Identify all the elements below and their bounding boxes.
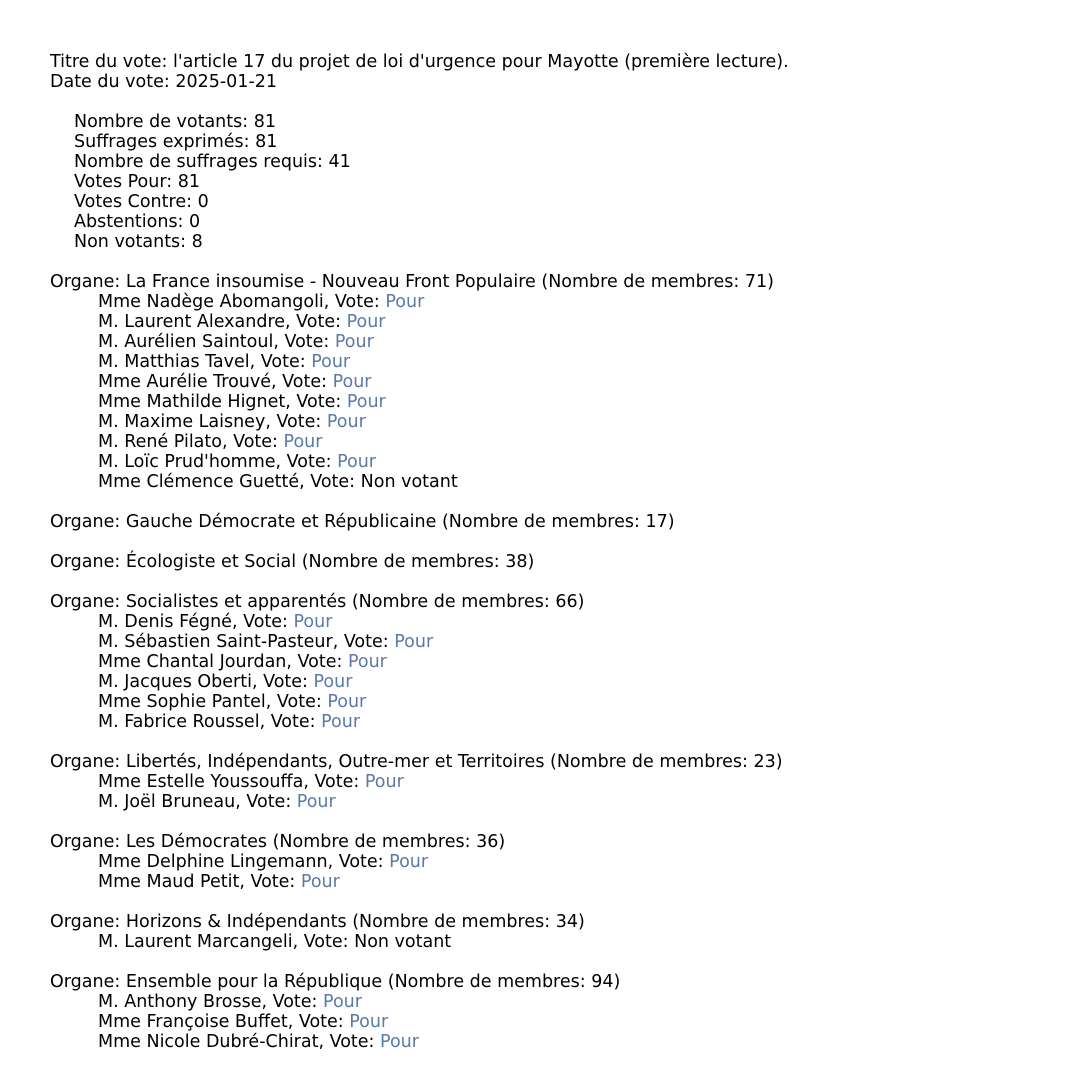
deputy-vote: Pour — [389, 852, 429, 872]
deputy-vote: Pour — [293, 612, 333, 632]
deputy-row: M. Loïc Prud'homme, Vote: Pour — [98, 452, 377, 472]
organe-name: Horizons & Indépendants — [125, 912, 347, 932]
deputy-row: M. Anthony Brosse, Vote: Pour — [98, 992, 362, 1012]
vote-title-line — [50, 52, 1060, 72]
stat-label: Abstentions: — [74, 212, 184, 232]
organe-members-count: 36 — [476, 832, 499, 852]
stat-value: 8 — [191, 232, 203, 252]
vote-stats — [50, 112, 1060, 272]
deputy-vote: Pour — [296, 792, 336, 812]
deputy-vote: Pour — [337, 452, 377, 472]
organe-prefix: Organe: — [50, 512, 121, 532]
deputy-vote: Pour — [332, 372, 372, 392]
deputy-row: Mme Françoise Buffet, Vote: Pour — [98, 1012, 389, 1032]
deputy-vote: Pour — [321, 712, 361, 732]
spacer — [50, 92, 1060, 112]
deputy-name: Mme Chantal Jourdan — [98, 652, 287, 672]
organe-prefix: Organe: — [50, 972, 121, 992]
deputy-name: Mme Nicole Dubré-Chirat — [98, 1032, 319, 1052]
deputy-name: M. Aurélien Saintoul — [98, 332, 274, 352]
deputy-row: Mme Sophie Pantel, Vote: Pour — [98, 692, 367, 712]
organe-header: Organe: Horizons & Indépendants (Nombre de membres: 34) — [50, 912, 585, 932]
spacer — [50, 572, 1060, 592]
deputy-vote: Pour — [323, 992, 362, 1012]
spacer — [50, 732, 1060, 752]
spacer — [50, 532, 1060, 552]
organe-members-count: 66 — [555, 592, 578, 612]
organe-members-count: 23 — [753, 752, 776, 772]
organe-prefix: Organe: — [50, 752, 121, 772]
deputy-vote: Pour — [346, 392, 386, 412]
stat-value: 0 — [189, 212, 201, 232]
vote-date-line — [50, 72, 1060, 92]
deputy-row: Mme Delphine Lingemann, Vote: Pour — [98, 852, 429, 872]
vote-title: l'article 17 du projet de loi d'urgence pour Mayotte (première lecture). — [172, 52, 789, 72]
organe-name: Socialistes et apparentés — [125, 592, 347, 612]
deputy-name: Mme Maud Petit — [98, 872, 240, 892]
deputy-vote: Pour — [334, 332, 374, 352]
vote-date: 2025-01-21 — [175, 72, 278, 92]
deputy-vote: Non votant — [360, 472, 458, 492]
deputy-vote: Pour — [349, 1012, 389, 1032]
spacer — [50, 252, 1060, 272]
deputy-row: Mme Clémence Guetté, Vote: Non votant — [98, 472, 458, 492]
spacer — [50, 952, 1060, 972]
deputy-row: Mme Nicole Dubré-Chirat, Vote: Pour — [98, 1032, 419, 1052]
deputy-row: M. René Pilato, Vote: Pour — [98, 432, 323, 452]
stat-line — [50, 152, 1060, 172]
deputy-row: Mme Estelle Youssouffa, Vote: Pour — [98, 772, 404, 792]
deputy-vote: Pour — [326, 412, 366, 432]
deputy-vote: Pour — [385, 292, 425, 312]
stat-line — [50, 232, 1060, 252]
organe-name: Gauche Démocrate et Républicaine — [125, 512, 437, 532]
organe-members-count: 17 — [645, 512, 668, 532]
organe-name: Ensemble pour la République — [125, 972, 383, 992]
organe-header: Organe: Libertés, Indépendants, Outre-mer et Territoires (Nombre de membres: 23) — [50, 752, 783, 772]
deputy-name: M. Joël Bruneau — [98, 792, 236, 812]
organe-name: Écologiste et Social — [125, 552, 297, 572]
stat-line — [50, 112, 1060, 132]
deputy-name: Mme Françoise Buffet — [98, 1012, 288, 1032]
deputy-name: M. Maxime Laisney — [98, 412, 266, 432]
spacer — [50, 492, 1060, 512]
deputy-name: M. Matthias Tavel — [98, 352, 250, 372]
deputy-vote: Non votant — [354, 932, 452, 952]
deputy-name: M. Jacques Oberti — [98, 672, 252, 692]
stat-label: Non votants: — [74, 232, 187, 252]
organe-members-label: Nombre de membres: — [359, 912, 551, 932]
deputy-row: M. Laurent Marcangeli, Vote: Non votant — [98, 932, 452, 952]
stat-value: 41 — [328, 152, 351, 172]
organe-prefix: Organe: — [50, 272, 121, 292]
deputy-row: M. Matthias Tavel, Vote: Pour — [98, 352, 351, 372]
organe-members-label: Nombre de membres: — [548, 272, 740, 292]
deputy-name: M. Sébastien Saint-Pasteur — [98, 632, 333, 652]
deputy-row: M. Laurent Alexandre, Vote: Pour — [98, 312, 386, 332]
deputy-vote: Pour — [364, 772, 404, 792]
organe-header: Organe: Socialistes et apparentés (Nombre de membres: 66) — [50, 592, 585, 612]
deputy-row: M. Joël Bruneau, Vote: Pour — [98, 792, 336, 812]
deputy-name: M. Laurent Marcangeli — [98, 932, 293, 952]
deputy-row: Mme Nadège Abomangoli, Vote: Pour — [98, 292, 425, 312]
organe-members-count: 34 — [555, 912, 578, 932]
organe-members-label: Nombre de membres: — [279, 832, 471, 852]
organe-prefix: Organe: — [50, 592, 121, 612]
deputy-vote: Pour — [311, 352, 351, 372]
stat-label: Votes Pour: — [74, 172, 173, 192]
deputy-row: Mme Chantal Jourdan, Vote: Pour — [98, 652, 387, 672]
deputy-vote: Pour — [313, 672, 353, 692]
deputy-name: Mme Aurélie Trouvé — [98, 372, 272, 392]
stat-value: 81 — [255, 132, 278, 152]
organe-name: Les Démocrates — [125, 832, 267, 852]
stat-label: Nombre de suffrages requis: — [74, 152, 323, 172]
spacer — [50, 892, 1060, 912]
deputy-row: M. Aurélien Saintoul, Vote: Pour — [98, 332, 374, 352]
deputy-vote: Pour — [347, 652, 387, 672]
deputy-name: Mme Estelle Youssouffa — [98, 772, 304, 792]
deputy-name: Mme Delphine Lingemann — [98, 852, 328, 872]
stat-value: 0 — [197, 192, 209, 212]
deputy-vote: Pour — [380, 1032, 419, 1052]
deputy-row: M. Fabrice Roussel, Vote: Pour — [98, 712, 361, 732]
deputy-name: M. Loïc Prud'homme — [98, 452, 276, 472]
deputy-vote: Pour — [300, 872, 340, 892]
deputy-name: M. Fabrice Roussel — [98, 712, 260, 732]
organe-members-label: Nombre de membres: — [448, 512, 640, 532]
deputy-name: M. René Pilato — [98, 432, 222, 452]
deputy-name: M. Laurent Alexandre — [98, 312, 286, 332]
deputy-vote: Pour — [394, 632, 434, 652]
organe-prefix: Organe: — [50, 552, 121, 572]
deputy-name: Mme Nadège Abomangoli — [98, 292, 324, 312]
organe-members-label: Nombre de membres: — [358, 592, 550, 612]
stat-value: 81 — [253, 112, 277, 132]
deputy-row: M. Maxime Laisney, Vote: Pour — [98, 412, 366, 432]
organe-name: Libertés, Indépendants, Outre-mer et Territoires — [125, 752, 545, 772]
deputy-row: Mme Mathilde Hignet, Vote: Pour — [98, 392, 386, 412]
organe-members-count: 38 — [505, 552, 528, 572]
organe-prefix: Organe: — [50, 832, 121, 852]
deputy-name: Mme Clémence Guetté — [98, 472, 300, 492]
deputy-vote: Pour — [283, 432, 323, 452]
organe-members-count: 71 — [744, 272, 768, 292]
deputy-vote: Pour — [327, 692, 367, 712]
deputy-name: M. Anthony Brosse — [98, 992, 262, 1012]
deputy-row: M. Jacques Oberti, Vote: Pour — [98, 672, 353, 692]
organe-members-label: Nombre de membres: — [556, 752, 748, 772]
organe-header: Organe: Écologiste et Social (Nombre de membres: 38) — [50, 552, 535, 572]
deputy-vote: Pour — [346, 312, 386, 332]
vote-document — [50, 52, 1060, 1072]
stat-line — [50, 192, 1060, 212]
organe-header: Organe: Gauche Démocrate et Républicaine (Nombre de membres: 17) — [50, 512, 675, 532]
vote-date-label: Date du vote: — [50, 72, 170, 92]
deputy-name: Mme Sophie Pantel — [98, 692, 266, 712]
organe-members-count: 94 — [591, 972, 614, 992]
spacer — [50, 1052, 1060, 1072]
organe-members-label: Nombre de membres: — [394, 972, 586, 992]
deputy-name: Mme Mathilde Hignet — [98, 392, 286, 412]
deputy-row: Mme Maud Petit, Vote: Pour — [98, 872, 340, 892]
organe-list — [50, 272, 1060, 1072]
organe-prefix: Organe: — [50, 912, 121, 932]
organe-header: Organe: Ensemble pour la République (Nombre de membres: 94) — [50, 972, 621, 992]
stat-label: Nombre de votants: — [74, 112, 249, 132]
organe-header: Organe: La France insoumise - Nouveau Front Populaire (Nombre de membres: 71) — [50, 272, 774, 292]
stat-line — [50, 132, 1060, 152]
stat-value: 81 — [177, 172, 200, 192]
organe-header: Organe: Les Démocrates (Nombre de membres: 36) — [50, 832, 506, 852]
stat-label: Suffrages exprimés: — [74, 132, 250, 152]
stat-line — [50, 212, 1060, 232]
stat-label: Votes Contre: — [74, 192, 192, 212]
deputy-row: M. Sébastien Saint-Pasteur, Vote: Pour — [98, 632, 434, 652]
organe-members-label: Nombre de membres: — [308, 552, 500, 572]
stat-line — [50, 172, 1060, 192]
deputy-row: M. Denis Fégné, Vote: Pour — [98, 612, 333, 632]
spacer — [50, 812, 1060, 832]
vote-title-label: Titre du vote: — [50, 52, 168, 72]
deputy-name: M. Denis Fégné — [98, 612, 232, 632]
deputy-row: Mme Aurélie Trouvé, Vote: Pour — [98, 372, 372, 392]
organe-name: La France insoumise - Nouveau Front Populaire — [125, 272, 536, 292]
